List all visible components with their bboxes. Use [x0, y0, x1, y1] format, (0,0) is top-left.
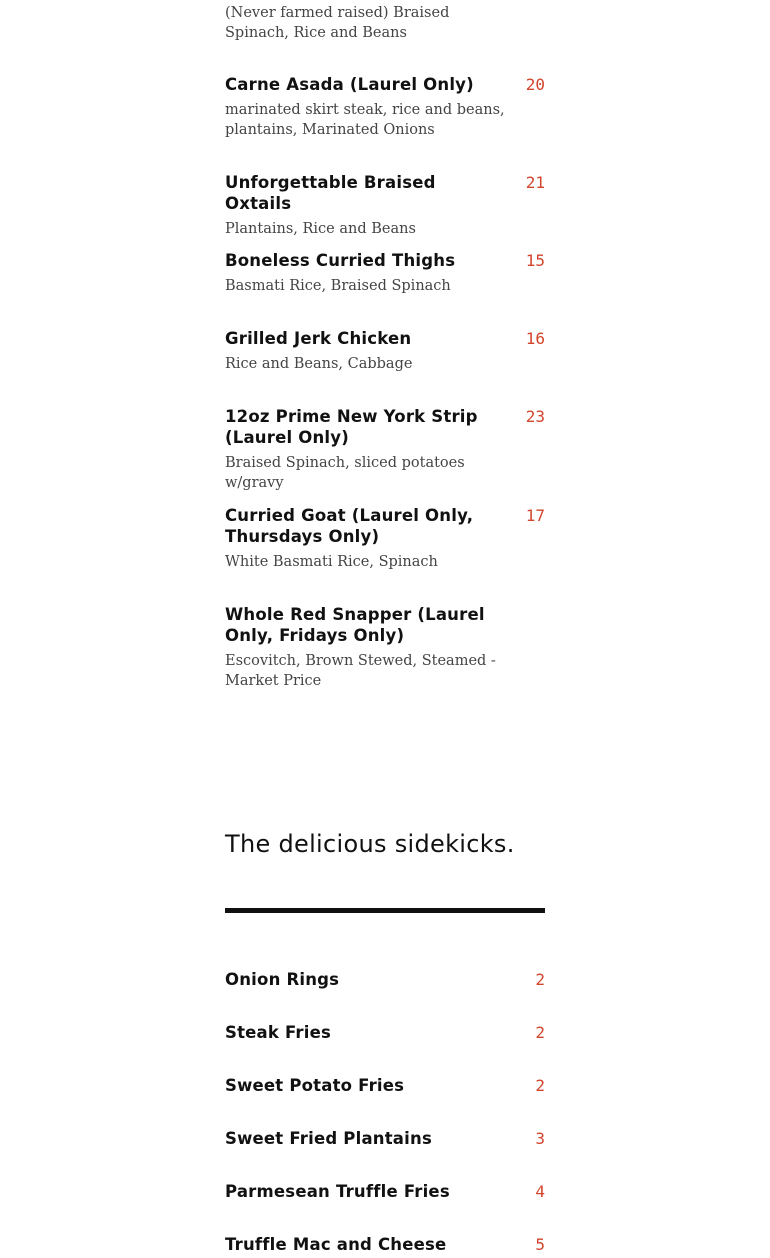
side-item	[225, 1075, 545, 1096]
menu-item-description: (Never farmed raised) Braised Spinach, Rice and Beans	[225, 5, 450, 41]
side-item	[225, 1234, 545, 1255]
menu-item-description: Plantains, Rice and Beans	[225, 221, 416, 237]
section-title: The delicious sidekicks.	[225, 830, 515, 858]
side-item	[225, 969, 545, 990]
side-item-price: 3	[535, 1129, 545, 1148]
menu-item-name: Curried Goat (Laurel Only, Thursdays Only)	[225, 506, 474, 546]
side-item-name: Onion Rings	[225, 970, 340, 989]
side-item-price: 2	[535, 1076, 545, 1095]
side-item-name: Sweet Fried Plantains	[225, 1129, 432, 1148]
menu-item-jerk-chicken	[225, 328, 545, 374]
menu-item-description: Basmati Rice, Braised Spinach	[225, 278, 451, 294]
side-item-name: Steak Fries	[225, 1023, 332, 1042]
menu-item-name: Carne Asada (Laurel Only)	[225, 75, 474, 94]
side-item-name: Parmesean Truffle Fries	[225, 1182, 450, 1201]
menu-item-ny-strip	[225, 406, 545, 493]
menu-item-curried-goat	[225, 505, 545, 572]
menu-item-braised-oxtails	[225, 172, 545, 239]
menu-item-description: Escovitch, Brown Stewed, Steamed - Market Price	[225, 653, 496, 689]
menu-item-name: Whole Red Snapper (Laurel Only, Fridays Only)	[225, 605, 485, 645]
side-item-price: 2	[535, 970, 545, 989]
menu-item-carne-asada	[225, 74, 545, 140]
side-item-name: Sweet Potato Fries	[225, 1076, 405, 1095]
menu-item-curried-thighs	[225, 250, 545, 296]
menu-item-price: 16	[525, 329, 545, 348]
menu-item-description: marinated skirt steak, rice and beans, plantains, Marinated Onions	[225, 102, 505, 138]
section-divider	[225, 908, 545, 913]
menu-item-price: 15	[525, 251, 545, 270]
side-item	[225, 1181, 545, 1202]
menu-item-description: White Basmati Rice, Spinach	[225, 554, 438, 570]
menu-item-description: Braised Spinach, sliced potatoes w/gravy	[225, 455, 465, 491]
side-item	[225, 1022, 545, 1043]
menu-item-name: 12oz Prime New York Strip (Laurel Only)	[225, 407, 478, 447]
side-item-name: Truffle Mac and Cheese	[225, 1235, 447, 1254]
menu-item-red-snapper	[225, 604, 545, 691]
side-item-price: 4	[535, 1182, 545, 1201]
menu-item-name: Boneless Curried Thighs	[225, 251, 456, 270]
menu-item-name: Unforgettable Braised Oxtails	[225, 173, 436, 213]
side-item-price: 5	[535, 1235, 545, 1254]
side-item-price: 2	[535, 1023, 545, 1042]
menu-item-price: 21	[525, 173, 545, 192]
menu-item-price: 23	[525, 407, 545, 426]
menu-item-description: Rice and Beans, Cabbage	[225, 356, 413, 372]
menu-item-name: Grilled Jerk Chicken	[225, 329, 412, 348]
menu-item-price: 17	[525, 506, 545, 525]
side-item	[225, 1128, 545, 1149]
menu-item-price: 20	[525, 75, 545, 94]
